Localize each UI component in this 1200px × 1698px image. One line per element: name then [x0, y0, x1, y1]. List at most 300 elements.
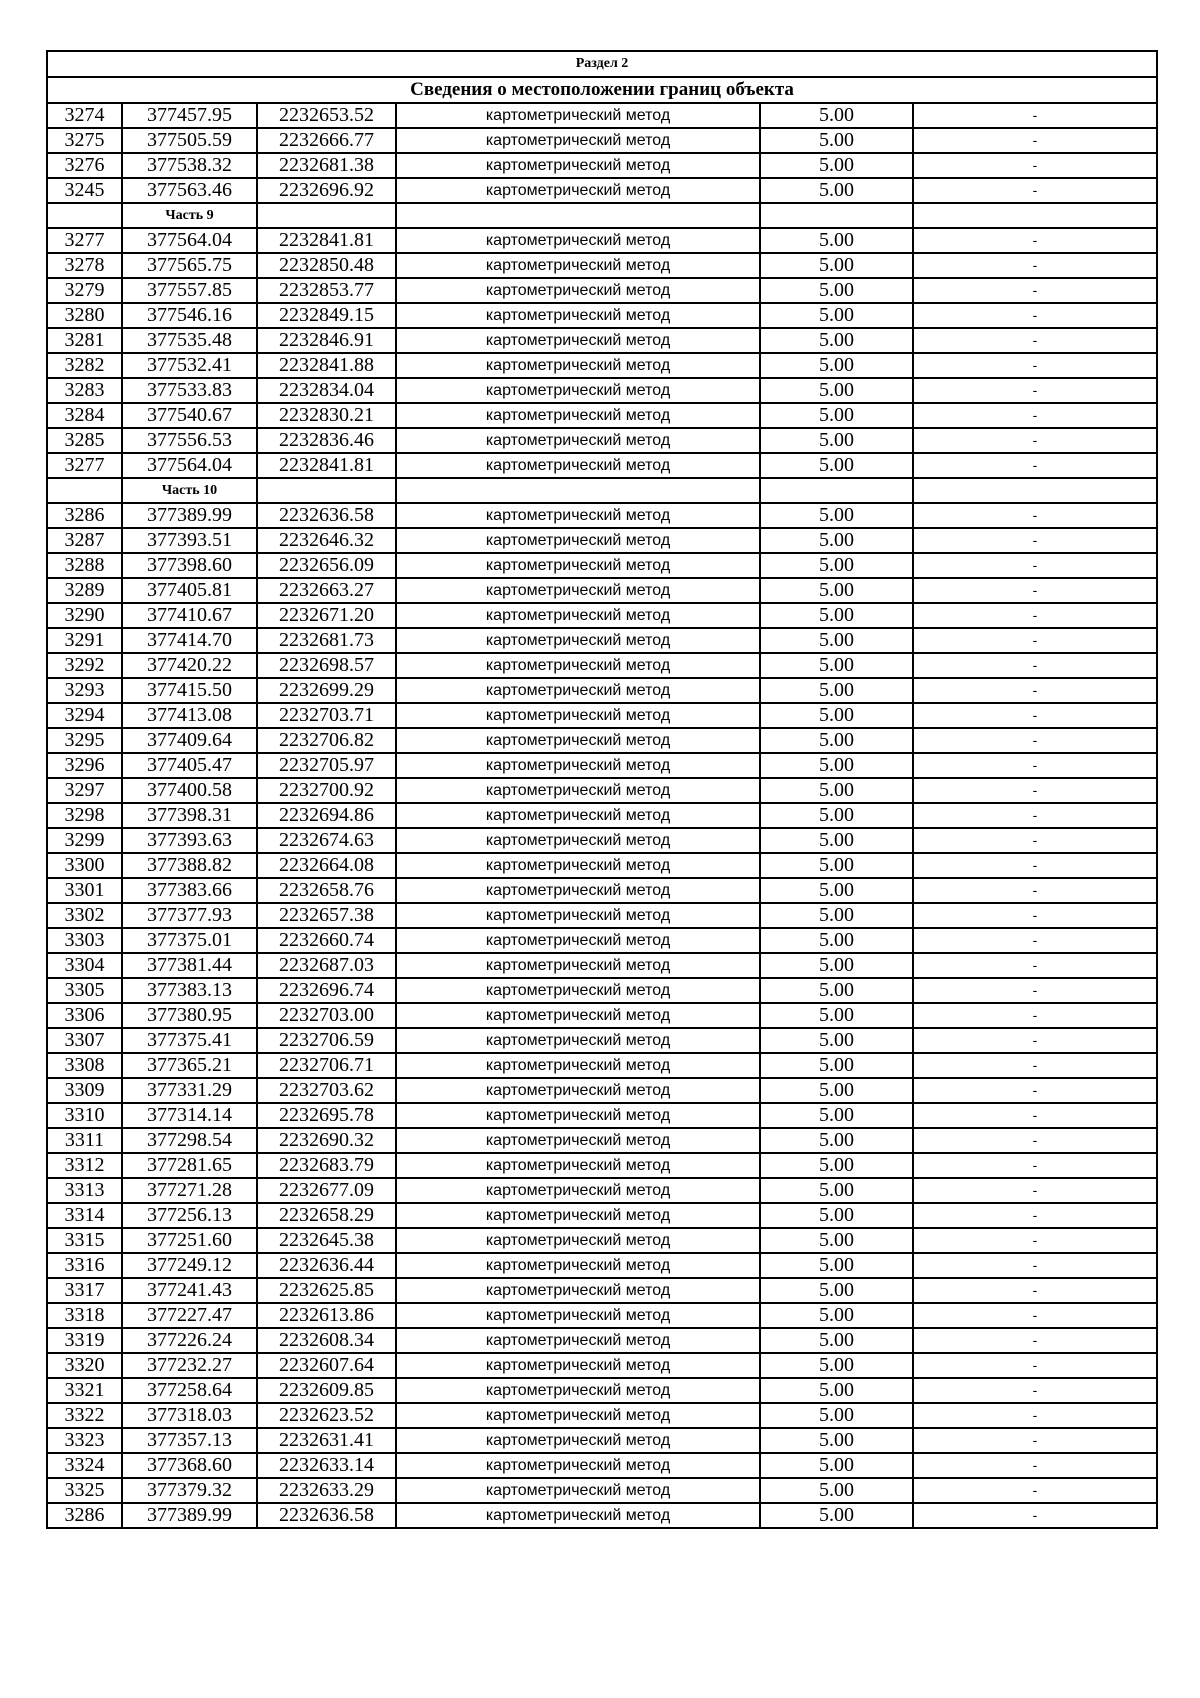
table-row: [47, 253, 1157, 278]
description-cell: -: [913, 1178, 1157, 1203]
method-cell: картометрический метод: [396, 178, 760, 203]
accuracy-cell: 5.00: [760, 1328, 913, 1353]
description-cell: -: [913, 178, 1157, 203]
table-row: [47, 828, 1157, 853]
x-coordinate-cell: 377557.85: [122, 278, 257, 303]
accuracy-cell: 5.00: [760, 1353, 913, 1378]
table-row: [47, 803, 1157, 828]
y-coordinate-cell: 2232705.97: [257, 753, 396, 778]
description-cell: -: [913, 978, 1157, 1003]
accuracy-cell: 5.00: [760, 603, 913, 628]
point-number-cell: 3274: [47, 103, 122, 128]
x-coordinate-cell: 377505.59: [122, 128, 257, 153]
table-row: [47, 1353, 1157, 1378]
y-coordinate-cell: 2232657.38: [257, 903, 396, 928]
description-cell: -: [913, 103, 1157, 128]
y-coordinate-cell: 2232613.86: [257, 1303, 396, 1328]
description-cell: -: [913, 328, 1157, 353]
table-row: [47, 1203, 1157, 1228]
empty-cell: [257, 203, 396, 228]
method-cell: картометрический метод: [396, 853, 760, 878]
table-row: [47, 1253, 1157, 1278]
empty-cell: [760, 478, 913, 503]
method-cell: картометрический метод: [396, 1378, 760, 1403]
part-label: Часть 9: [122, 203, 257, 228]
method-cell: картометрический метод: [396, 378, 760, 403]
y-coordinate-cell: 2232690.32: [257, 1128, 396, 1153]
point-number-cell: 3301: [47, 878, 122, 903]
x-coordinate-cell: 377375.01: [122, 928, 257, 953]
description-cell: -: [913, 1278, 1157, 1303]
point-number-cell: 3277: [47, 228, 122, 253]
method-cell: картометрический метод: [396, 503, 760, 528]
accuracy-cell: 5.00: [760, 1078, 913, 1103]
y-coordinate-cell: 2232706.59: [257, 1028, 396, 1053]
point-number-cell: 3314: [47, 1203, 122, 1228]
method-cell: картометрический метод: [396, 278, 760, 303]
table-row: [47, 978, 1157, 1003]
y-coordinate-cell: 2232645.38: [257, 1228, 396, 1253]
description-cell: -: [913, 1153, 1157, 1178]
description-cell: -: [913, 128, 1157, 153]
x-coordinate-cell: 377227.47: [122, 1303, 257, 1328]
table-row: [47, 1403, 1157, 1428]
accuracy-cell: 5.00: [760, 1303, 913, 1328]
table-row: [47, 578, 1157, 603]
x-coordinate-cell: 377538.32: [122, 153, 257, 178]
y-coordinate-cell: 2232633.14: [257, 1453, 396, 1478]
point-number-cell: 3295: [47, 728, 122, 753]
point-number-cell: 3285: [47, 428, 122, 453]
method-cell: картометрический метод: [396, 328, 760, 353]
method-cell: картометрический метод: [396, 428, 760, 453]
table-row: [47, 703, 1157, 728]
table-row: [47, 353, 1157, 378]
method-cell: картометрический метод: [396, 578, 760, 603]
point-number-cell: 3289: [47, 578, 122, 603]
accuracy-cell: 5.00: [760, 403, 913, 428]
point-number-cell: 3317: [47, 1278, 122, 1303]
point-number-cell: 3286: [47, 1503, 122, 1528]
table-row: [47, 1278, 1157, 1303]
x-coordinate-cell: 377365.21: [122, 1053, 257, 1078]
method-cell: картометрический метод: [396, 678, 760, 703]
point-number-cell: 3323: [47, 1428, 122, 1453]
x-coordinate-cell: 377414.70: [122, 628, 257, 653]
method-cell: картометрический метод: [396, 453, 760, 478]
point-number-cell: 3305: [47, 978, 122, 1003]
description-cell: -: [913, 878, 1157, 903]
method-cell: картометрический метод: [396, 1453, 760, 1478]
x-coordinate-cell: 377457.95: [122, 103, 257, 128]
y-coordinate-cell: 2232663.27: [257, 578, 396, 603]
description-cell: -: [913, 1353, 1157, 1378]
point-number-cell: 3279: [47, 278, 122, 303]
table-row: [47, 953, 1157, 978]
point-number-cell: 3277: [47, 453, 122, 478]
description-cell: -: [913, 1128, 1157, 1153]
description-cell: -: [913, 728, 1157, 753]
table-row: [47, 1053, 1157, 1078]
y-coordinate-cell: 2232703.62: [257, 1078, 396, 1103]
method-cell: картометрический метод: [396, 1153, 760, 1178]
y-coordinate-cell: 2232658.29: [257, 1203, 396, 1228]
accuracy-cell: 5.00: [760, 653, 913, 678]
point-number-cell: 3302: [47, 903, 122, 928]
description-cell: -: [913, 1053, 1157, 1078]
description-cell: -: [913, 1253, 1157, 1278]
x-coordinate-cell: 377379.32: [122, 1478, 257, 1503]
x-coordinate-cell: 377413.08: [122, 703, 257, 728]
accuracy-cell: 5.00: [760, 578, 913, 603]
accuracy-cell: 5.00: [760, 1028, 913, 1053]
accuracy-cell: 5.00: [760, 928, 913, 953]
method-cell: картометрический метод: [396, 353, 760, 378]
part-label: Часть 10: [122, 478, 257, 503]
y-coordinate-cell: 2232683.79: [257, 1153, 396, 1178]
y-coordinate-cell: 2232695.78: [257, 1103, 396, 1128]
accuracy-cell: 5.00: [760, 778, 913, 803]
x-coordinate-cell: 377546.16: [122, 303, 257, 328]
y-coordinate-cell: 2232850.48: [257, 253, 396, 278]
accuracy-cell: 5.00: [760, 703, 913, 728]
x-coordinate-cell: 377410.67: [122, 603, 257, 628]
accuracy-cell: 5.00: [760, 553, 913, 578]
method-cell: картометрический метод: [396, 1503, 760, 1528]
point-number-cell: 3245: [47, 178, 122, 203]
accuracy-cell: 5.00: [760, 228, 913, 253]
method-cell: картометрический метод: [396, 1028, 760, 1053]
point-number-cell: 3316: [47, 1253, 122, 1278]
y-coordinate-cell: 2232646.32: [257, 528, 396, 553]
description-cell: -: [913, 1103, 1157, 1128]
x-coordinate-cell: 377393.51: [122, 528, 257, 553]
point-number-cell: 3283: [47, 378, 122, 403]
section-title-row: [47, 77, 1157, 103]
point-number-cell: 3306: [47, 1003, 122, 1028]
table-row: [47, 1103, 1157, 1128]
x-coordinate-cell: 377226.24: [122, 1328, 257, 1353]
x-coordinate-cell: 377368.60: [122, 1453, 257, 1478]
accuracy-cell: 5.00: [760, 678, 913, 703]
y-coordinate-cell: 2232631.41: [257, 1428, 396, 1453]
description-cell: -: [913, 603, 1157, 628]
accuracy-cell: 5.00: [760, 153, 913, 178]
description-cell: -: [913, 1428, 1157, 1453]
table-row: [47, 1503, 1157, 1528]
point-number-cell: 3298: [47, 803, 122, 828]
description-cell: -: [913, 528, 1157, 553]
accuracy-cell: 5.00: [760, 453, 913, 478]
x-coordinate-cell: 377556.53: [122, 428, 257, 453]
y-coordinate-cell: 2232694.86: [257, 803, 396, 828]
y-coordinate-cell: 2232700.92: [257, 778, 396, 803]
description-cell: -: [913, 378, 1157, 403]
point-number-cell: 3292: [47, 653, 122, 678]
description-cell: -: [913, 928, 1157, 953]
table-row: [47, 628, 1157, 653]
x-coordinate-cell: 377256.13: [122, 1203, 257, 1228]
method-cell: картометрический метод: [396, 303, 760, 328]
y-coordinate-cell: 2232841.88: [257, 353, 396, 378]
description-cell: -: [913, 578, 1157, 603]
accuracy-cell: 5.00: [760, 1178, 913, 1203]
y-coordinate-cell: 2232699.29: [257, 678, 396, 703]
x-coordinate-cell: 377398.31: [122, 803, 257, 828]
x-coordinate-cell: 377232.27: [122, 1353, 257, 1378]
description-cell: -: [913, 1028, 1157, 1053]
table-row: [47, 103, 1157, 128]
accuracy-cell: 5.00: [760, 753, 913, 778]
method-cell: картометрический метод: [396, 628, 760, 653]
description-cell: -: [913, 828, 1157, 853]
method-cell: картометрический метод: [396, 1403, 760, 1428]
method-cell: картометрический метод: [396, 653, 760, 678]
description-cell: -: [913, 1403, 1157, 1428]
x-coordinate-cell: 377389.99: [122, 1503, 257, 1528]
point-number-cell: 3322: [47, 1403, 122, 1428]
empty-cell: [257, 478, 396, 503]
y-coordinate-cell: 2232846.91: [257, 328, 396, 353]
y-coordinate-cell: 2232849.15: [257, 303, 396, 328]
point-number-cell: 3313: [47, 1178, 122, 1203]
accuracy-cell: 5.00: [760, 978, 913, 1003]
table-row: [47, 1003, 1157, 1028]
accuracy-cell: 5.00: [760, 728, 913, 753]
method-cell: картометрический метод: [396, 1478, 760, 1503]
x-coordinate-cell: 377383.66: [122, 878, 257, 903]
method-cell: картометрический метод: [396, 1328, 760, 1353]
method-cell: картометрический метод: [396, 778, 760, 803]
x-coordinate-cell: 377383.13: [122, 978, 257, 1003]
description-cell: -: [913, 653, 1157, 678]
table-row: [47, 1228, 1157, 1253]
table-row: [47, 653, 1157, 678]
point-number-cell: 3290: [47, 603, 122, 628]
x-coordinate-cell: 377314.14: [122, 1103, 257, 1128]
empty-cell: [913, 203, 1157, 228]
description-cell: -: [913, 853, 1157, 878]
description-cell: -: [913, 703, 1157, 728]
x-coordinate-cell: 377388.82: [122, 853, 257, 878]
x-coordinate-cell: 377409.64: [122, 728, 257, 753]
point-number-cell: 3304: [47, 953, 122, 978]
section-label: Раздел 2: [47, 51, 1157, 77]
y-coordinate-cell: 2232608.34: [257, 1328, 396, 1353]
table-row: [47, 903, 1157, 928]
y-coordinate-cell: 2232609.85: [257, 1378, 396, 1403]
description-cell: -: [913, 353, 1157, 378]
x-coordinate-cell: 377540.67: [122, 403, 257, 428]
accuracy-cell: 5.00: [760, 503, 913, 528]
x-coordinate-cell: 377298.54: [122, 1128, 257, 1153]
point-number-cell: 3275: [47, 128, 122, 153]
description-cell: -: [913, 753, 1157, 778]
empty-cell: [47, 203, 122, 228]
point-number-cell: 3280: [47, 303, 122, 328]
method-cell: картометрический метод: [396, 703, 760, 728]
section-title: Сведения о местоположении границ объекта: [47, 77, 1157, 103]
point-number-cell: 3300: [47, 853, 122, 878]
table-row: [47, 428, 1157, 453]
y-coordinate-cell: 2232841.81: [257, 453, 396, 478]
method-cell: картометрический метод: [396, 1203, 760, 1228]
accuracy-cell: 5.00: [760, 1003, 913, 1028]
empty-cell: [396, 203, 760, 228]
empty-cell: [396, 478, 760, 503]
table-body: [47, 51, 1157, 1528]
point-number-cell: 3325: [47, 1478, 122, 1503]
method-cell: картометрический метод: [396, 828, 760, 853]
point-number-cell: 3282: [47, 353, 122, 378]
point-number-cell: 3287: [47, 528, 122, 553]
y-coordinate-cell: 2232681.38: [257, 153, 396, 178]
description-cell: -: [913, 1078, 1157, 1103]
x-coordinate-cell: 377532.41: [122, 353, 257, 378]
y-coordinate-cell: 2232698.57: [257, 653, 396, 678]
y-coordinate-cell: 2232633.29: [257, 1478, 396, 1503]
table-row: [47, 1153, 1157, 1178]
y-coordinate-cell: 2232696.74: [257, 978, 396, 1003]
y-coordinate-cell: 2232853.77: [257, 278, 396, 303]
accuracy-cell: 5.00: [760, 103, 913, 128]
y-coordinate-cell: 2232636.44: [257, 1253, 396, 1278]
method-cell: картометрический метод: [396, 528, 760, 553]
method-cell: картометрический метод: [396, 1303, 760, 1328]
accuracy-cell: 5.00: [760, 1428, 913, 1453]
y-coordinate-cell: 2232664.08: [257, 853, 396, 878]
x-coordinate-cell: 377415.50: [122, 678, 257, 703]
y-coordinate-cell: 2232681.73: [257, 628, 396, 653]
empty-cell: [913, 478, 1157, 503]
section-label-row: [47, 51, 1157, 77]
y-coordinate-cell: 2232836.46: [257, 428, 396, 453]
accuracy-cell: 5.00: [760, 253, 913, 278]
point-number-cell: 3311: [47, 1128, 122, 1153]
table-row: [47, 1128, 1157, 1153]
method-cell: картометрический метод: [396, 1278, 760, 1303]
description-cell: -: [913, 1503, 1157, 1528]
method-cell: картометрический метод: [396, 1003, 760, 1028]
x-coordinate-cell: 377258.64: [122, 1378, 257, 1403]
y-coordinate-cell: 2232703.00: [257, 1003, 396, 1028]
description-cell: -: [913, 1303, 1157, 1328]
x-coordinate-cell: 377377.93: [122, 903, 257, 928]
table-row: [47, 278, 1157, 303]
x-coordinate-cell: 377249.12: [122, 1253, 257, 1278]
table-row: [47, 403, 1157, 428]
point-number-cell: 3303: [47, 928, 122, 953]
point-number-cell: 3308: [47, 1053, 122, 1078]
method-cell: картометрический метод: [396, 553, 760, 578]
table-row: [47, 778, 1157, 803]
table-row: [47, 528, 1157, 553]
accuracy-cell: 5.00: [760, 128, 913, 153]
accuracy-cell: 5.00: [760, 1128, 913, 1153]
part-header-row: [47, 203, 1157, 228]
table-row: [47, 1078, 1157, 1103]
method-cell: картометрический метод: [396, 128, 760, 153]
method-cell: картометрический метод: [396, 978, 760, 1003]
method-cell: картометрический метод: [396, 1103, 760, 1128]
y-coordinate-cell: 2232660.74: [257, 928, 396, 953]
point-number-cell: 3320: [47, 1353, 122, 1378]
accuracy-cell: 5.00: [760, 1453, 913, 1478]
accuracy-cell: 5.00: [760, 828, 913, 853]
table-row: [47, 328, 1157, 353]
accuracy-cell: 5.00: [760, 528, 913, 553]
y-coordinate-cell: 2232674.63: [257, 828, 396, 853]
table-row: [47, 178, 1157, 203]
x-coordinate-cell: 377271.28: [122, 1178, 257, 1203]
method-cell: картометрический метод: [396, 228, 760, 253]
point-number-cell: 3299: [47, 828, 122, 853]
x-coordinate-cell: 377563.46: [122, 178, 257, 203]
x-coordinate-cell: 377405.81: [122, 578, 257, 603]
method-cell: картометрический метод: [396, 253, 760, 278]
method-cell: картометрический метод: [396, 903, 760, 928]
accuracy-cell: 5.00: [760, 378, 913, 403]
table-row: [47, 228, 1157, 253]
y-coordinate-cell: 2232677.09: [257, 1178, 396, 1203]
description-cell: -: [913, 453, 1157, 478]
description-cell: -: [913, 953, 1157, 978]
accuracy-cell: 5.00: [760, 628, 913, 653]
x-coordinate-cell: 377241.43: [122, 1278, 257, 1303]
table-row: [47, 1428, 1157, 1453]
table-row: [47, 678, 1157, 703]
accuracy-cell: 5.00: [760, 803, 913, 828]
accuracy-cell: 5.00: [760, 1053, 913, 1078]
accuracy-cell: 5.00: [760, 1228, 913, 1253]
accuracy-cell: 5.00: [760, 303, 913, 328]
point-number-cell: 3310: [47, 1103, 122, 1128]
x-coordinate-cell: 377281.65: [122, 1153, 257, 1178]
y-coordinate-cell: 2232623.52: [257, 1403, 396, 1428]
accuracy-cell: 5.00: [760, 428, 913, 453]
table-row: [47, 1478, 1157, 1503]
description-cell: -: [913, 153, 1157, 178]
accuracy-cell: 5.00: [760, 903, 913, 928]
accuracy-cell: 5.00: [760, 878, 913, 903]
point-number-cell: 3307: [47, 1028, 122, 1053]
table-row: [47, 853, 1157, 878]
point-number-cell: 3294: [47, 703, 122, 728]
x-coordinate-cell: 377564.04: [122, 228, 257, 253]
method-cell: картометрический метод: [396, 603, 760, 628]
point-number-cell: 3309: [47, 1078, 122, 1103]
y-coordinate-cell: 2232696.92: [257, 178, 396, 203]
point-number-cell: 3276: [47, 153, 122, 178]
table-row: [47, 1453, 1157, 1478]
table-row: [47, 753, 1157, 778]
description-cell: -: [913, 778, 1157, 803]
y-coordinate-cell: 2232706.71: [257, 1053, 396, 1078]
description-cell: -: [913, 553, 1157, 578]
point-number-cell: 3296: [47, 753, 122, 778]
table-row: [47, 1303, 1157, 1328]
point-number-cell: 3318: [47, 1303, 122, 1328]
table-row: [47, 153, 1157, 178]
x-coordinate-cell: 377564.04: [122, 453, 257, 478]
method-cell: картометрический метод: [396, 1178, 760, 1203]
method-cell: картометрический метод: [396, 878, 760, 903]
y-coordinate-cell: 2232607.64: [257, 1353, 396, 1378]
table-row: [47, 728, 1157, 753]
method-cell: картометрический метод: [396, 928, 760, 953]
y-coordinate-cell: 2232706.82: [257, 728, 396, 753]
y-coordinate-cell: 2232687.03: [257, 953, 396, 978]
